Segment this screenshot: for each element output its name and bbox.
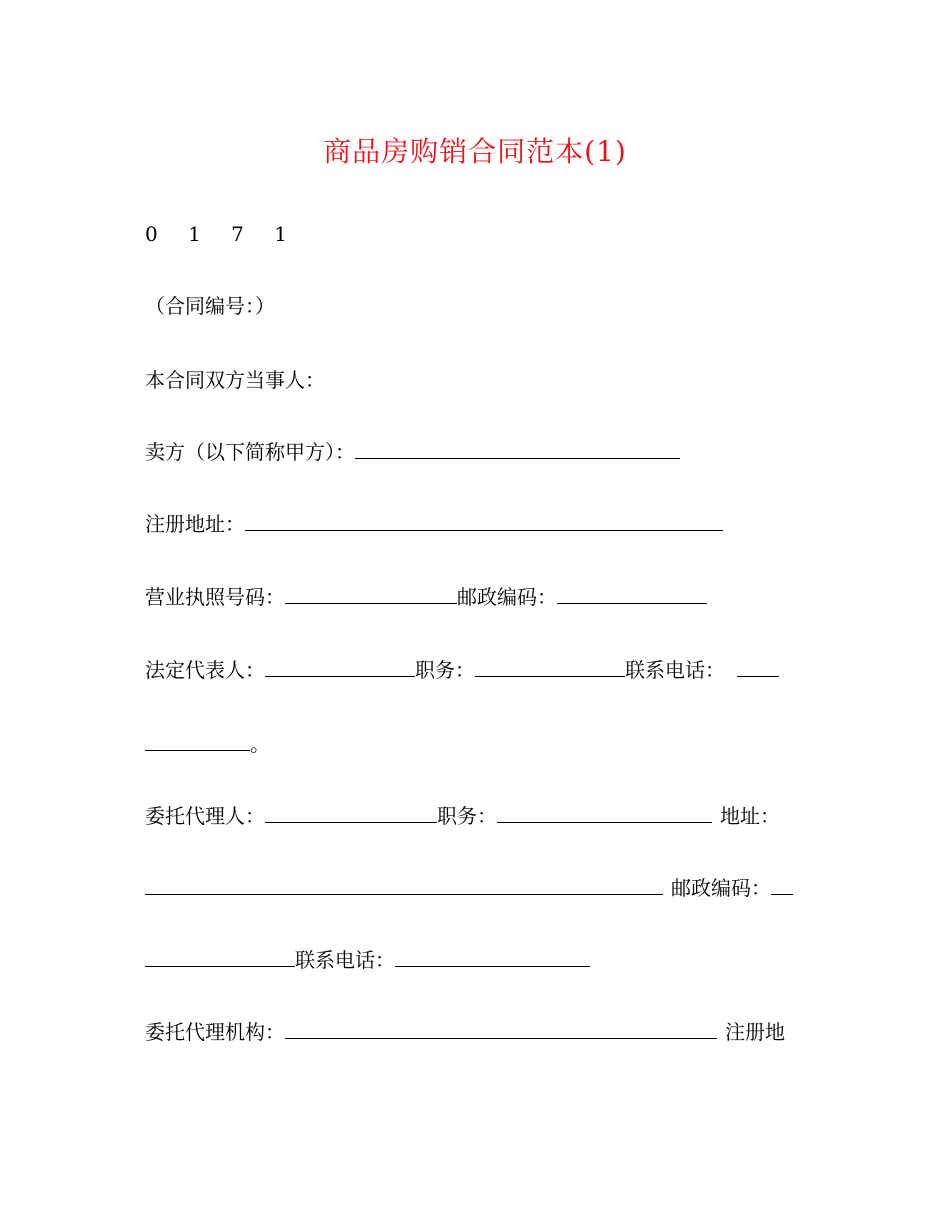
parties-heading: 本合同双方当事人： [145, 368, 325, 392]
position-blank[interactable] [475, 656, 625, 677]
agency-blank[interactable] [285, 1018, 717, 1039]
agent-postcode-blank[interactable] [771, 874, 793, 895]
license-label: 营业执照号码： [145, 585, 285, 609]
phone-blank[interactable] [737, 656, 779, 677]
position-label: 职务： [415, 658, 475, 682]
license-blank[interactable] [285, 583, 457, 604]
legal-rep-line [145, 656, 779, 684]
document-title: 商品房购销合同范本(1) [323, 135, 627, 168]
seller-line [145, 438, 680, 466]
agency-label: 委托代理机构： [145, 1020, 285, 1044]
document-code: 0 1 7 1 [145, 222, 299, 246]
agency-registered-address-label: 注册地 [725, 1020, 785, 1044]
agent-line [145, 802, 780, 830]
postcode-blank[interactable] [557, 583, 707, 604]
license-line [145, 583, 707, 611]
agent-address-line [145, 874, 793, 902]
postcode-label: 邮政编码： [457, 585, 557, 609]
agent-phone-line [145, 946, 590, 974]
agent-label: 委托代理人： [145, 804, 265, 828]
agent-position-label: 职务： [437, 804, 497, 828]
phone-continuation-line [145, 730, 270, 758]
agent-blank[interactable] [265, 802, 437, 823]
agent-postcode-blank-continued[interactable] [145, 946, 295, 967]
seller-blank[interactable] [355, 438, 680, 459]
agent-address-blank[interactable] [145, 874, 663, 895]
phone-label: 联系电话： [625, 658, 725, 682]
agent-phone-label: 联系电话： [295, 948, 395, 972]
agent-position-blank[interactable] [497, 802, 712, 823]
seller-label: 卖方（以下简称甲方）： [145, 440, 355, 464]
address-label: 地址： [720, 804, 780, 828]
registered-address-blank[interactable] [245, 510, 723, 531]
agent-phone-blank[interactable] [395, 946, 590, 967]
agency-line [145, 1018, 785, 1046]
legal-rep-label: 法定代表人： [145, 658, 265, 682]
legal-rep-blank[interactable] [265, 656, 415, 677]
phone-blank-continued[interactable] [145, 730, 250, 751]
contract-number-line: （合同编号：） [145, 294, 275, 318]
registered-address-line [145, 510, 723, 538]
period-mark: 。 [250, 732, 270, 756]
agent-postcode-label: 邮政编码： [671, 876, 771, 900]
registered-address-label: 注册地址： [145, 512, 245, 536]
